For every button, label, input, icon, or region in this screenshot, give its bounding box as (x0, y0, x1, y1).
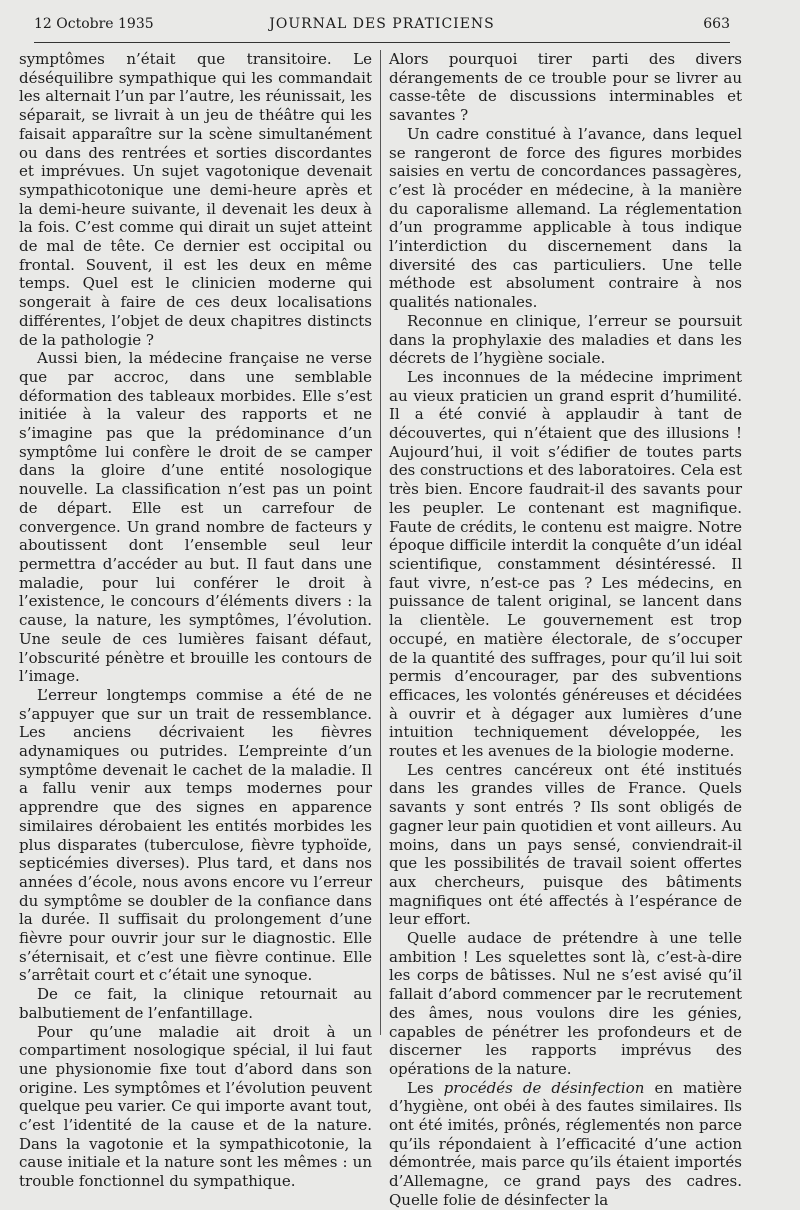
paragraph: Aussi bien, la médecine française ne verse que par accroc, dans une semblable déformation des tableaux morbides. Elle s’est initiée à la valeur des rapports et ne s’imagine pas que la prédominance d’un symptôme lui confère le droit de se camper dans la gloire d’une entité nosologique nouvelle. La classification n’est pas un point de départ. Elle est un carrefour de convergence. Un grand nombre de facteurs y aboutissent dont l’ensemble seul leur permettra d’accéder au but. Il faut dans une maladie, pour lui conférer le droit à l’existence, le concours d’éléments divers : la cause, la nature, les symptômes, l’évolution. Une seule de ces lumières faisant défaut, l’obscurité pénètre et brouille les contours de l’image. (19, 349, 372, 686)
paragraph: Les inconnues de la médecine impriment au vieux praticien un grand esprit d’humilité. Il a été convié à applaudir à tant de découvertes, qui n’étaient que des illusions ! Aujourd’hui, il voit s’édifier de toutes parts des constructions et des laboratoires. Cela est très bien. Encore faudrait-il des savants pour les peupler. Le contenant est magnifique. Faute de crédits, le contenu est maigre. Notre époque difficile interdit la conquête d’un idéal scientifique, constamment désintéressé. Il faut vivre, n’est-ce pas ? Les médecins, en puissance de talent original, se lancent dans la clientèle. Le gouvernement est trop occupé, en matière électorale, de s’occuper de la quantité des suffrages, pour qu’il lui soit permis d’encourager, par des subventions efficaces, les volontés généreuses et décidées à ouvrir et à dégager aux lumières d’une intuition techniquement développée, les routes et les avenues de la biologie moderne. (389, 367, 742, 761)
paragraph: Alors pourquoi tirer parti des divers dérangements de ce trouble pour se livrer au casse-tête de discussions interminables et savantes ? (389, 50, 742, 125)
paragraph-desinfection (389, 1079, 742, 1210)
italic-term: procédés de désinfection (443, 1078, 645, 1097)
journal-title: JOURNAL DES PRATICIENS (269, 16, 495, 32)
running-header (34, 14, 730, 43)
paragraph-lead: Les (407, 1078, 444, 1097)
paragraph: symptômes n’était que transitoire. Le déséquilibre sympathique qui les commandait les alternait l’un par l’autre, les réunissait, les séparait, se livrait à un jeu de théâtre qui les faisait apparaître sur la scène simultanément ou dans des rentrées et sorties discordantes et imprévues. Un sujet vagotonique devenait sympathicotonique une demi-heure après et la demi-heure suivante, il devenait les deux à la fois. C’est comme qui dirait un sujet atteint de mal de tête. Ce dernier est occipital ou frontal. Souvent, il est les deux en même temps. Quel est le clinicien moderne qui songerait à faire de ces deux localisations différentes, l’objet de deux chapitres distincts de la pathologie ? (19, 50, 372, 349)
paragraph: Pour qu’une maladie ait droit à un compartiment nosologique spécial, il lui faut une physionomie fixe tout d’abord dans son origine. Les symptômes et l’évolution peuvent quelque peu varier. Ce qui importe avant tout, c’est l’identité de la cause et de la nature. Dans la vagotonie et la sympathicotonie, la cause initiale et la nature sont les mêmes : un trouble fonctionnel du sympathique. (19, 1022, 372, 1191)
paragraph: Les centres cancéreux ont été institués dans les grandes villes de France. Quels savants y sont entrés ? Ils sont obligés de gagner leur pain quotidien et vont ailleurs. Au moins, dans un pays sensé, conviendrait-il que les possibilités de travail soient offertes aux chercheurs, puisque des bâtiments magnifiques ont été affectés à l’espérance de leur effort. (389, 760, 742, 929)
issue-date: 12 Octobre 1935 (34, 16, 154, 32)
paragraph-rest: en matière d’hygiène, ont obéi à des fautes similaires. Ils ont été imités, prônés, réglementés non parce qu’ils répondaient à l’efficacité d’une action démontrée, mais parce qu’ils étaient importés d’Allemagne, ce grand pays des cadres. Quelle folie de désinfecter la (389, 1078, 742, 1209)
left-column (19, 50, 372, 1191)
paragraph: Reconnue en clinique, l’erreur se poursuit dans la prophylaxie des maladies et dans les décrets de l’hygiène sociale. (389, 311, 742, 368)
paragraph: L’erreur longtemps commise a été de ne s’appuyer que sur un trait de ressemblance. Les anciens décrivaient les fièvres adynamiques ou putrides. L’empreinte d’un symptôme devenait le cachet de la maladie. Il a fallu venir aux temps modernes pour apprendre que des signes en apparence similaires dérobaient les entités morbides les plus disparates (tuberculose, fièvre typhoïde, septicémies diverses). Plus tard, et dans nos années d’école, nous avons encore vu l’erreur du symptôme se doubler de la confiance dans la durée. Il suffisait du prolongement d’une fièvre pour ouvrir jour sur le diagnostic. Elle s’éternisait, et c’est une fièvre continue. Elle s’arrêtait court et c’était une synoque. (19, 685, 372, 985)
paragraph: Quelle audace de prétendre à une telle ambition ! Les squelettes sont là, c’est-à-dire les corps de bâtisses. Nul ne s’est avisé qu’il fallait d’abord commencer par le recrutement des âmes, nous voulons dire les génies, capables de pénétrer les profondeurs et de discerner les rapports imprévus des opérations de la nature. (389, 929, 742, 1078)
paragraph: Un cadre constitué à l’avance, dans lequel se rangeront de force des figures morbides saisies en vertu de concordances passagères, c’est là procéder en médecine, à la manière du caporalisme allemand. La réglementation d’un programme applicable à tous indique l’interdiction du discernement dans la diversité des cas particuliers. Une telle méthode est absolument contraire à nos qualités nationales. (389, 124, 742, 312)
column-divider (380, 50, 381, 1035)
paragraph: De ce fait, la clinique retournait au balbutiement de l’enfantillage. (19, 985, 372, 1022)
right-column (389, 50, 742, 1209)
page-number: 663 (703, 16, 730, 32)
